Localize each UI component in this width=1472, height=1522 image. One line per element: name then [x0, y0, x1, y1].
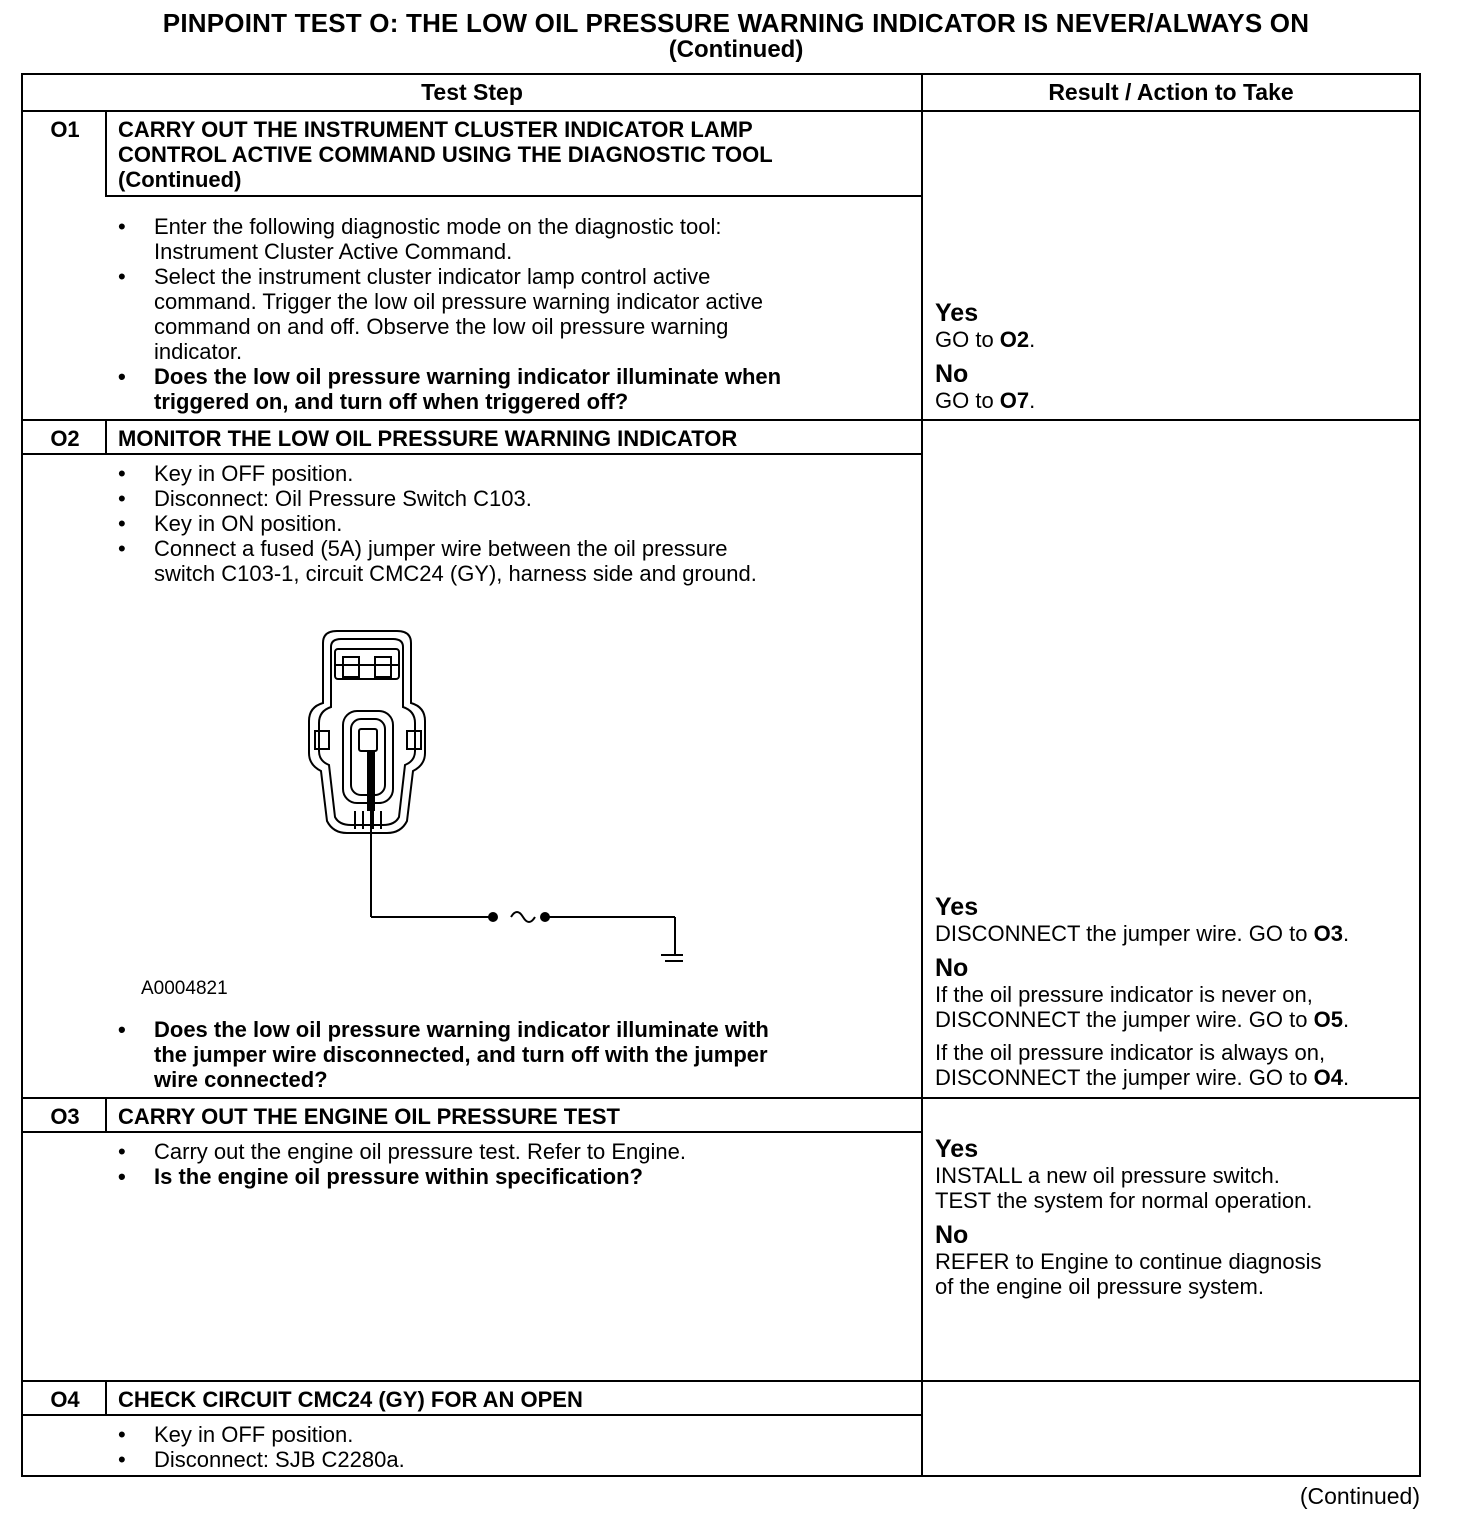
figure-label: A0004821	[141, 978, 228, 999]
fuse-symbol	[511, 912, 535, 922]
step-id: O3	[50, 1104, 80, 1129]
row-divider	[23, 1097, 1419, 1099]
page-title: PINPOINT TEST O: THE LOW OIL PRESSURE WARNING INDICATOR IS NEVER/ALWAYS ON	[162, 8, 1310, 38]
page-subtitle: (Continued)	[668, 36, 804, 63]
list-item: • Disconnect: Oil Pressure Switch C103.	[118, 486, 918, 511]
pinpoint-test-table	[21, 73, 1421, 1477]
step-id: O1	[50, 117, 80, 142]
row-divider	[105, 195, 921, 197]
step-instructions	[118, 1139, 918, 1189]
list-item: • Select the instrument cluster indicator lamp control active command. Trigger the low oil pressure warning indicator active command on and off. Observe the low oil pressure warning indicator.	[118, 264, 918, 364]
list-item: • Disconnect: SJB C2280a.	[118, 1447, 918, 1472]
result-o1: Yes GO to O2. No GO to O7.	[935, 299, 1036, 413]
row-divider	[23, 419, 1419, 421]
header-divider	[23, 110, 1419, 112]
step-heading: CARRY OUT THE INSTRUMENT CLUSTER INDICATOR LAMP CONTROL ACTIVE COMMAND USING THE DIAGNOSTIC TOOL (Continued)	[118, 117, 773, 192]
step-id: O4	[50, 1387, 80, 1412]
column-divider	[921, 75, 923, 1475]
result-o3: Yes INSTALL a new oil pressure switch. TEST the system for normal operation. No REFER to Engine to continue diagnosis of the engine oil pressure system.	[935, 1135, 1322, 1299]
column-header-test-step: Test Step	[421, 79, 523, 105]
list-item: • Key in OFF position.	[118, 1422, 918, 1447]
list-item: • Enter the following diagnostic mode on the diagnostic tool: Instrument Cluster Active Command.	[118, 214, 918, 264]
list-item: • Is the engine oil pressure within specification?	[118, 1164, 918, 1189]
list-item: • Carry out the engine oil pressure test. Refer to Engine.	[118, 1139, 918, 1164]
list-item: • Does the low oil pressure warning indicator illuminate when triggered on, and turn off when triggered off?	[118, 364, 918, 414]
step-heading: CARRY OUT THE ENGINE OIL PRESSURE TEST	[118, 1104, 620, 1129]
list-item: • Key in ON position.	[118, 511, 918, 536]
connector-diagram	[263, 625, 683, 965]
column-header-result: Result / Action to Take	[1048, 79, 1294, 105]
step-instructions	[118, 1422, 918, 1472]
row-divider	[23, 1414, 921, 1416]
step-heading: CHECK CIRCUIT CMC24 (GY) FOR AN OPEN	[118, 1387, 583, 1412]
step-instructions	[118, 214, 918, 414]
step-question	[118, 1017, 918, 1092]
row-divider	[23, 1380, 1419, 1382]
step-instructions	[118, 461, 918, 586]
list-item: • Connect a fused (5A) jumper wire between the oil pressure switch C103-1, circuit CMC24 (GY), harness side and ground.	[118, 536, 918, 586]
step-id: O2	[50, 426, 80, 451]
list-item: • Does the low oil pressure warning indicator illuminate with the jumper wire disconnected, and turn off with the jumper wire connected?	[118, 1017, 918, 1092]
row-divider	[23, 1131, 921, 1133]
result-o2: Yes DISCONNECT the jumper wire. GO to O3. No If the oil pressure indicator is never on, DISCONNECT the jumper wire. GO to O5. If the oil pressure indicator is always on, DISCONNECT the jumper wire. GO to O4.	[935, 893, 1350, 1090]
row-divider	[23, 453, 921, 455]
step-heading: MONITOR THE LOW OIL PRESSURE WARNING INDICATOR	[118, 426, 738, 451]
continued-footer: (Continued)	[1299, 1483, 1420, 1509]
list-item: • Key in OFF position.	[118, 461, 918, 486]
